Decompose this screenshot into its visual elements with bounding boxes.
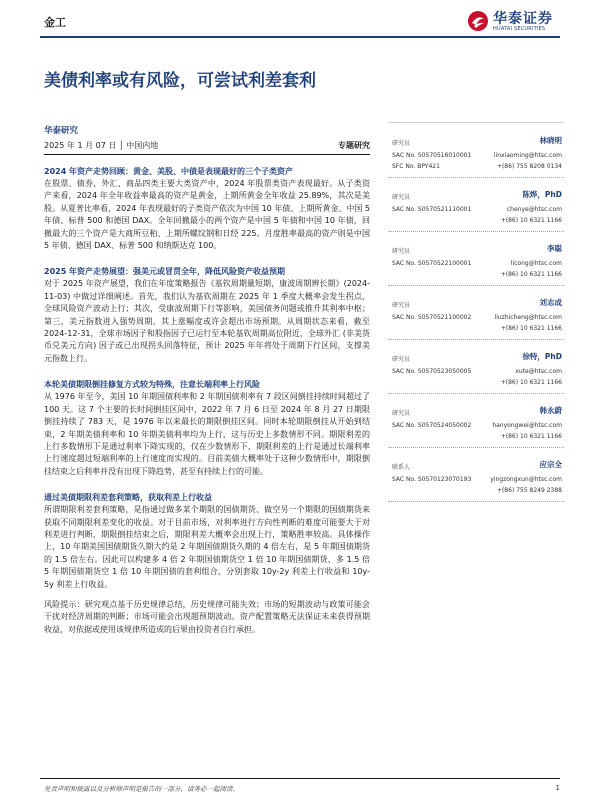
analyst-card [388, 232, 564, 286]
analyst-email[interactable]: hanyongwei@htsc.com [492, 422, 562, 429]
report-type: 专题研究 [338, 141, 370, 150]
analyst-phone: +(86) 10 6321 1166 [500, 379, 562, 386]
logo-text-cn: 华泰证券 [493, 11, 553, 27]
page-number: 1 [555, 784, 560, 792]
analyst-card [388, 394, 564, 448]
analyst-email[interactable]: liuzhicheng@htsc.com [494, 314, 562, 321]
analyst-role: 研究员 [392, 302, 411, 309]
logo-text-en: HUATAI SECURITIES [493, 26, 546, 32]
page-header [0, 0, 600, 40]
analyst-name: 刘志成 [539, 298, 562, 307]
analyst-sac: SAC No. S0570524050002 [392, 422, 472, 429]
section-heading: 通过美债期限利差套利策略，获取利差上行收益 [44, 493, 212, 503]
logo-mark-icon [467, 10, 489, 32]
analyst-sac: SAC No. S0570522100001 [392, 260, 472, 267]
analyst-sfc: SFC No. BPY421 [392, 163, 440, 170]
analyst-card [388, 124, 564, 178]
dateline [44, 140, 370, 152]
section-tag: 金工 [44, 16, 66, 29]
analyst-panel [388, 124, 564, 502]
analyst-name: 应宗全 [539, 460, 562, 469]
dateline-divider [44, 154, 370, 155]
analyst-email[interactable]: chenye@htsc.com [506, 206, 562, 213]
main-body [44, 160, 370, 636]
company-logo [467, 8, 563, 34]
section-heading: 本轮美债期限倒挂修复方式较为特殊，注意长端利率上行风险 [44, 380, 260, 390]
analyst-role: 联系人 [392, 464, 411, 471]
section-heading: 2025 年资产走势展望：强美元或冒贯全年，降低风险资产收益预期 [44, 267, 286, 277]
analyst-email[interactable]: xute@htsc.com [515, 368, 562, 375]
analyst-phone: +(86) 10 6321 1166 [500, 433, 562, 440]
analyst-role: 研究员 [392, 410, 411, 417]
analyst-name: 徐特，PhD [522, 352, 562, 361]
analyst-phone: +(86) 10 6321 1166 [500, 325, 562, 332]
analyst-email[interactable]: licong@htsc.com [510, 260, 562, 267]
analyst-panel-divider [388, 122, 564, 123]
analyst-role: 研究员 [392, 248, 411, 255]
analyst-role: 研究员 [392, 194, 411, 201]
section-body: 所谓期限利差套利策略，是指通过做多某个期限的国债期货、做空另一个期限的国债期货来获取不同期限利差变化的收益。对于目前市场，对利率进行方向性判断的难度可能要大于对利差进行判断，期限倒挂结束之后，期限利差大概率会出现上行，策略胜率较高。具体操作上，10 年期美国国债期货久期大约是 2 年期国债期货久期的 4 倍左右，是 5 年期国债期货的 1.5 倍左右。因此可以构建多 4 倍 2 年期国债期货空 1 倍 10 年期国债期货、多 1.5 倍 5 年期国债期货空 1 倍 10 年期国债的套利组合，分别套取 10y-2y 利差上行收益和 10y-5y 利差上行收益。 [44, 505, 370, 589]
risk-note: 风险提示：研究观点基于历史规律总结，历史规律可能失效；市场的短期波动与政策可能会干扰对经济周期的判断；市场可能会出现超预期波动。资产配置策略无法保证未来获得预期收益，对依据或使用该规律所造成的后果由投资者自行承担。 [44, 599, 370, 634]
analyst-email[interactable]: yingzongxun@htsc.com [490, 476, 562, 483]
footer-disclaimer: 免责声明和披露以及分析师声明是报告的一部分，请务必一起阅读。 [44, 785, 239, 793]
analyst-sac: SAC No. S0570523050005 [392, 368, 472, 375]
analyst-role: 研究员 [392, 356, 411, 363]
section-heading: 2024 年资产走势回顾：黄金、美股、中债是表现最好的三个子类资产 [44, 167, 294, 176]
analyst-email[interactable]: linxiaoming@htsc.com [493, 152, 562, 159]
footer-divider [40, 778, 560, 779]
analyst-card [388, 286, 564, 340]
section-body: 在股票、债券、外汇、商品四类主要大类资产中，2024 年股票类资产表现最好。从子类资产来看，2024 年全年收益率最高的资产是黄金，上期所黄金全年收益 25.89%，其次是美股。从夏普比率看，2024 年表现最好的子类资产依次为中国 10 年债、上期所黄金、中国 5 年债、标普 500 和德国 DAX。全年回撤最小的两个资产是中国 5 年债和中国 10 年债，回撤最大的三个资产是大商所豆粕、上期所螺纹钢和日经 225。月度胜率最高的资产则是中国 5 年债、德国 DAX、标普 500 和纳斯达克 100。 [44, 179, 370, 251]
analyst-phone: +(86) 755 8208 0134 [496, 163, 562, 170]
analyst-card [388, 340, 564, 394]
analyst-role: 研究员 [392, 140, 411, 147]
analyst-sac: SAC No. S0570516010001 [392, 152, 472, 159]
section-body: 对于 2025 年资产展望，我们在年度策略报告《基钦周期量短期，康波周期辨长期》(2024-11-03) 中做过详细阐述。首先，我们认为基钦周期在 2025 年 1 季度大概率会发生拐点，全球风险资产波动上行；其次，受康波周期下行等影响，美国债务问题或推升其利率中枢；第三，美元指数进入强势周期，其上涨幅度或许会超出市场预期。从周期状态来看，截至 2024-12-31，全球市场因子和股指因子已运行至本轮基钦周期高位附近，全球外汇 (非美货币兑美元方向) 因子或已出现拐头回落特征，预计 2025 年年将处于周期下行区间，支撑美元指数上行。 [44, 279, 370, 363]
firm-label: 华泰研究 [44, 126, 79, 136]
report-title: 美债利率或有风险，可尝试利差套利 [44, 71, 316, 91]
analyst-phone: +(86) 10 6321 1166 [500, 217, 562, 224]
analyst-name: 陈烨，PhD [522, 190, 562, 199]
analyst-phone: +(86) 755 8249 2388 [496, 487, 562, 494]
analyst-sac: SAC No. S0570521110001 [392, 206, 472, 213]
section-body: 从 1976 年至今，美国 10 年期国债利率和 2 年期国债利率有 7 段区间倒挂持续时间超过了 100 天。这 7 个主要的长时间倒挂区间中，2022 年 7 月 6 日至 2024 年 8 月 27 日期限倒挂持续了 783 天，是 1976 年以来最长的期限倒挂区间。同时本轮期限倒挂从开始到结束，2 年期美债利率和 10 年期美债利率均为上行，这与历史上多数情形不同。期限利差的上行多数情形下是通过利率下降实现的，仅在少数情形下，期限利差的上行是通过长端利率上行速度超过短端利率的上行速度而实现的。目前美债大概率处于这种少数情形中，期限倒挂结束之后利率并没有出现下降趋势，甚至有持续上行的可能。 [44, 392, 370, 476]
header-divider [40, 36, 560, 38]
report-date: 2025 年 1 月 07 日 │ 中国内地 [44, 141, 159, 150]
analyst-card [388, 448, 564, 502]
analyst-name: 李聪 [547, 244, 562, 253]
analyst-phone: +(86) 10 6321 1166 [500, 271, 562, 278]
analyst-sac: SAC No. S0570521100002 [392, 314, 472, 321]
analyst-name: 林晓明 [539, 136, 562, 145]
analyst-card [388, 178, 564, 232]
analyst-name: 韩永蔚 [539, 406, 562, 415]
analyst-sac: SAC No. S0570123070193 [392, 476, 472, 483]
